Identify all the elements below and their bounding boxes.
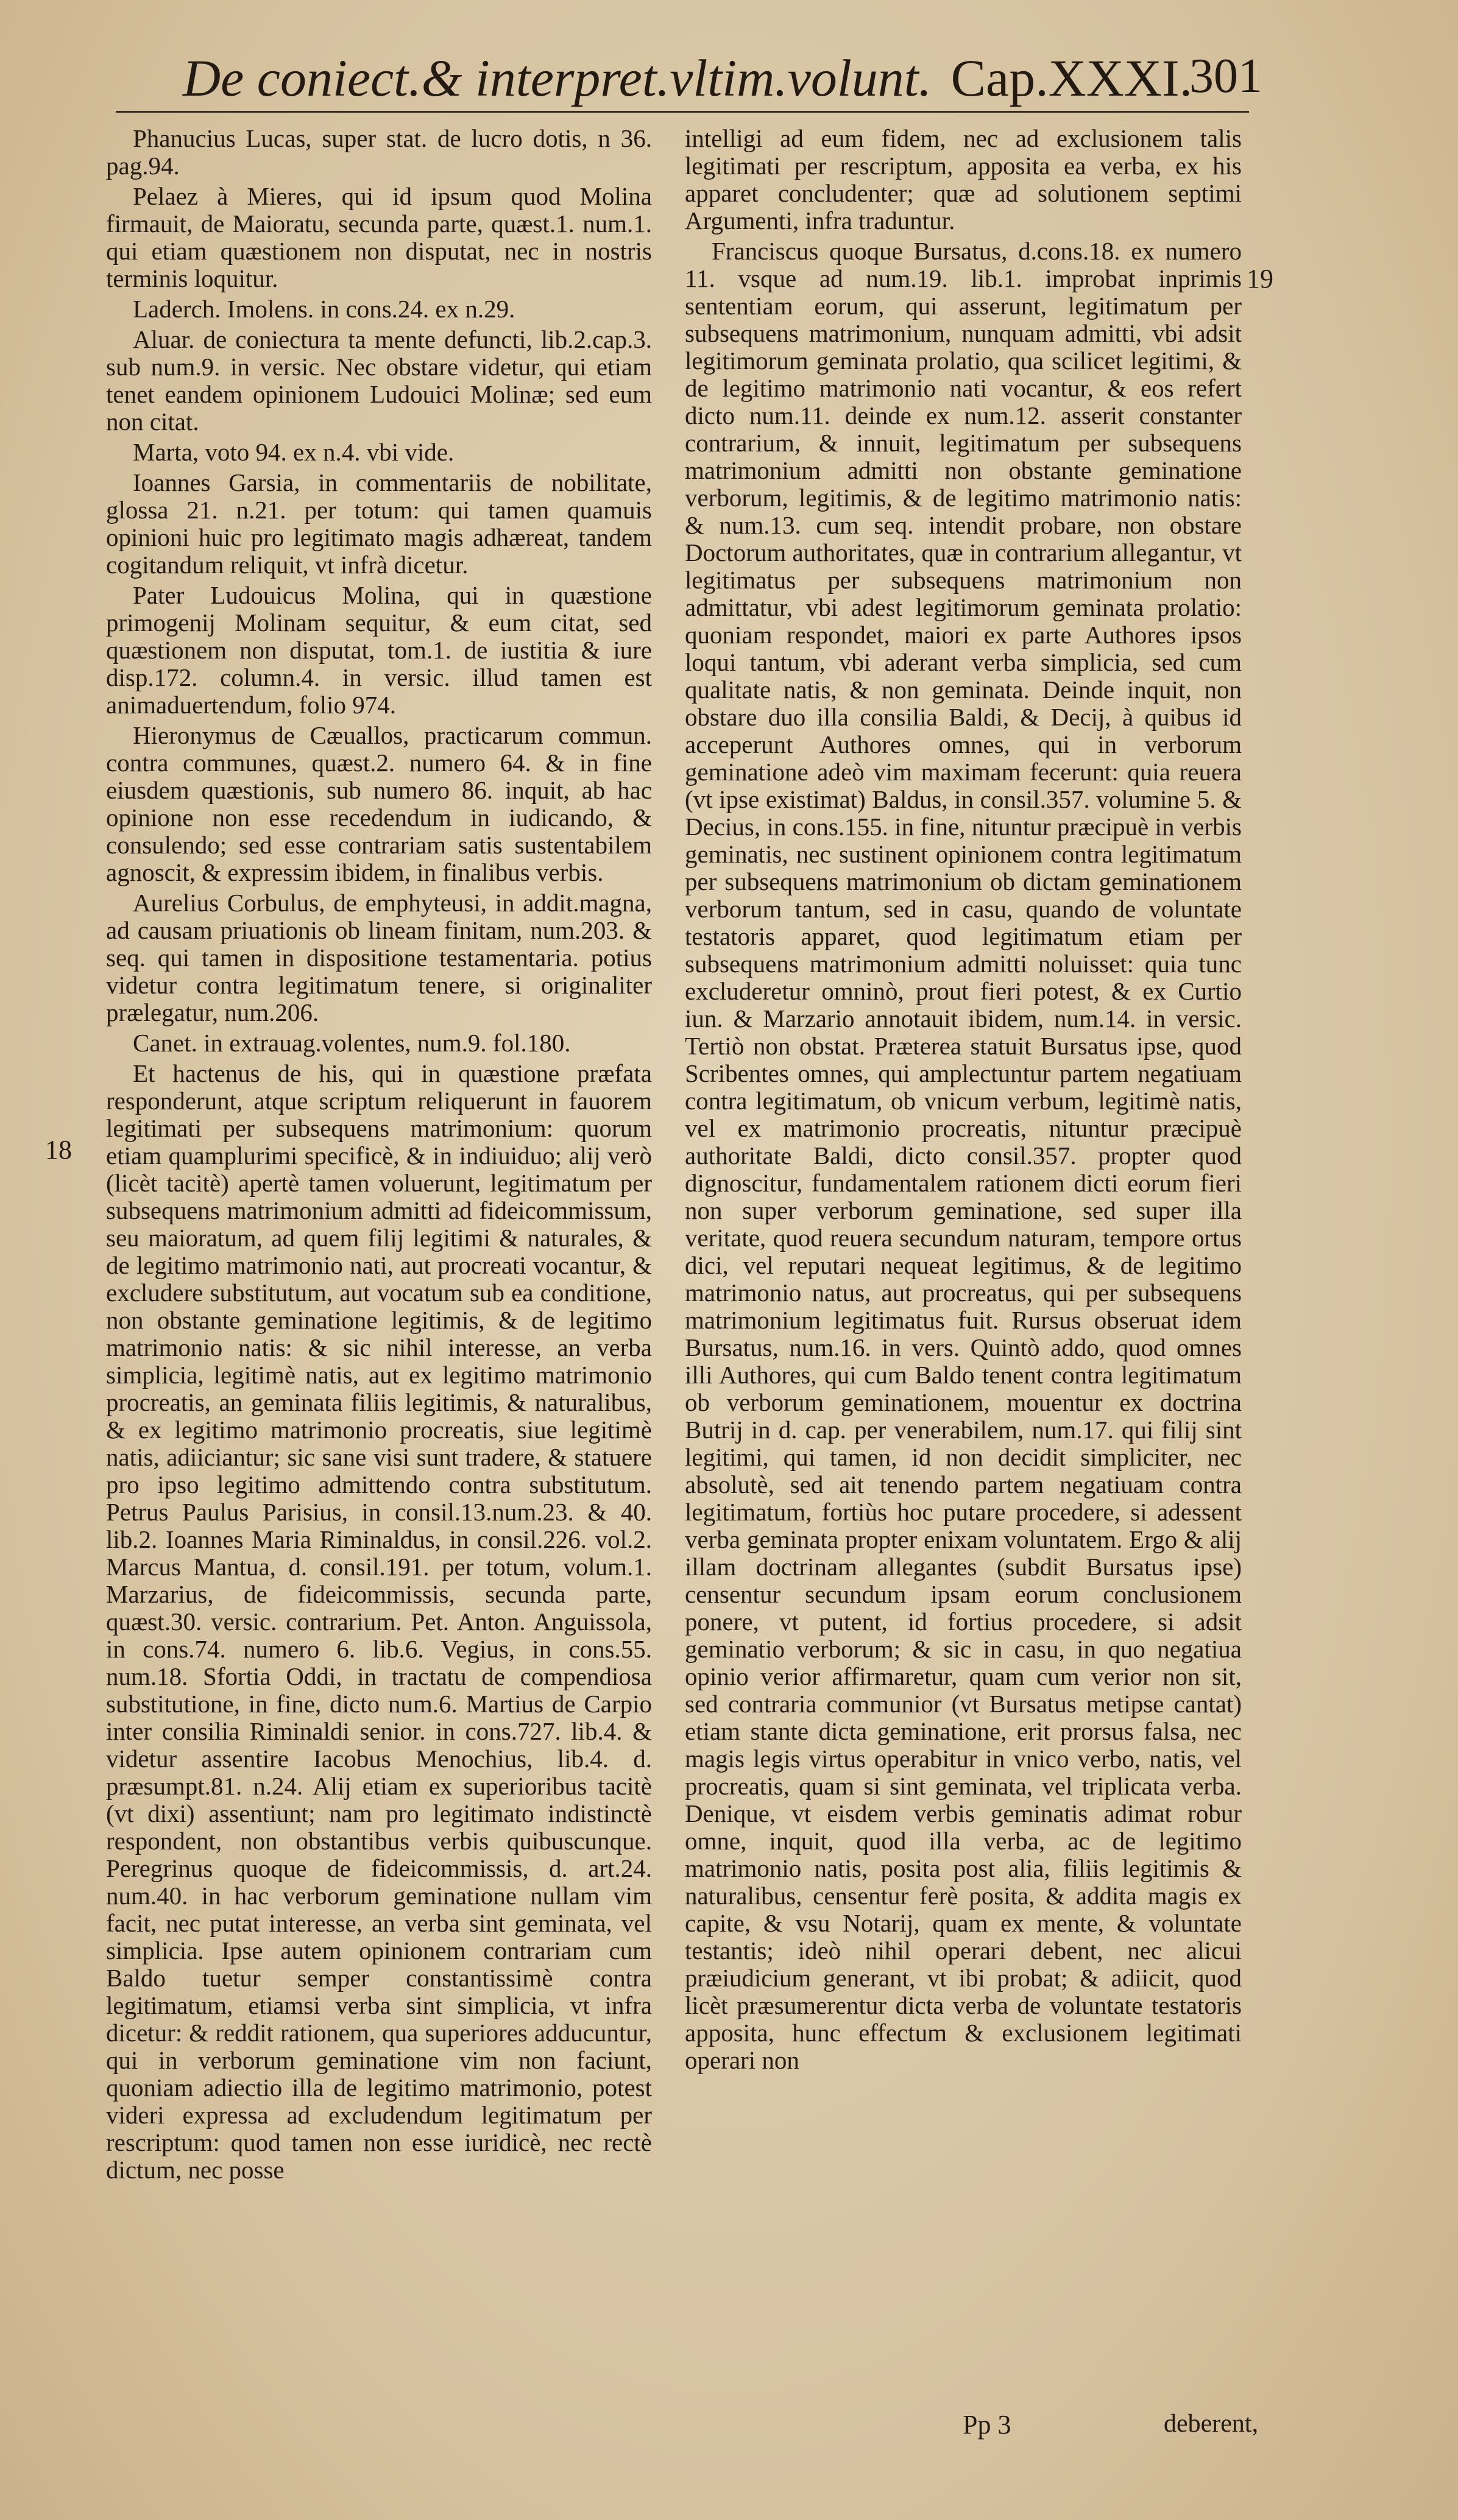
paragraph: Franciscus quoque Bursatus, d.cons.18. ex numero 11. vsque ad num.19. lib.1. improbat inprimis sententiam eorum, qui asserunt, legitimatum per subsequens matrimonium, nunquam admitti, vbi adsit legitimorum geminata prolatio, qua scilicet legitimi, & de legitimo matrimonio nati vocantur, & eos refert dicto num.11. deinde ex num.12. asserit constanter contrarium, & innuit, legitimatum per subsequens matrimonium admitti non obstante geminatione verborum, legitimis, & de legitimo matrimonio natis: & num.13. cum seq. intendit probare, non obstare Doctorum authoritates, quæ in contrarium allegantur, vt legitimatus per subsequens matrimonium non admittatur, vbi adest legitimorum geminata prolatio: quoniam respondet, maiori ex parte Authores ipsos loqui tantum, vbi aderant verba simplicia, sed cum qualitate natis, & non geminata. Deinde inquit, non obstare duo illa consilia Baldi, & Decij, à quibus id acceperunt Authores omnes, qui in verborum geminatione adeò vim maximam fecerunt: quia reuera (vt ipse existimat) Baldus, in consil.357. volumine 5. & Decius, in cons.155. in fine, nituntur præcipuè in verbis geminatis, nec sustinent opinionem contra legitimatum per subsequens matrimonium ob dictam geminationem verborum tantum, sed in casu, quando de voluntate testatoris apparet, quod legitimatum etiam per subsequens matrimonium admitti noluisset: quia tunc excluderetur omninò, prout fieri potest, & ex Curtio iun. & Marzario annotauit ibidem, num.14. in versic. Tertiò non obstat. Præterea statuit Bursatus ipse, quod Scribentes omnes, qui amplectuntur partem negatiuam contra legitimatum, ob vnicum verbum, legitimè natis, vel ex matrimonio procreatis, nituntur præcipuè authoritate Baldi, dicto consil.357. propter quod dignoscitur, fundamentalem rationem dicti eorum fieri non super verborum geminatione, sed super illa veritate, quod reuera secundum naturam, tempore ortus dici, vel reputari nequeat legitimus, & de legitimo matrimonio natus, aut procreatus, qui per subsequens matrimonium legitimatus fuit. Rursus obseruat idem Bursatus, num.16. in vers. Quintò addo, quod omnes illi Authores, qui cum Baldo tenent contra legitimatum ob verborum geminationem, mouentur ex doctrina Butrij in d. cap. per venerabilem, num.17. qui filij sint legitimi, qui tamen, id non decidit simpliciter, nec absolutè, sed ait tenendo partem negatiuam contra legitimatum, fortiùs hoc putare procedere, si adessent verba geminata propter enixam voluntatem. Ergo & alij illam doctrinam allegantes (subdit Bursatus ipse) censentur secundum ipsam eorum conclusionem ponere, vt putent, id fortius procedere, si adsit geminatio verborum; & sic in casu, in quo negatiua opinio verior affirmaretur, quam cum verior non sit, sed contraria communior (vt Bursatus metipse cantat) etiam stante dicta geminatione, erit prorsus falsa, nec magis legis virtus operabitur in vnico verbo, natis, vel procreatis, quam si sint geminata, vel triplicata verba. Denique, vt eisdem verbis geminatis adimat robur omne, inquit, quod illa verba, ac de legitimo matrimonio natis, posita post alia, filiis legitimis & naturalibus, censentur ferè posita, & addita magis ex capite, & vsu Notarij, quam ex mente, & voluntate testantis; ideò nihil operari debent, nec alicui præiudicium generant, vt ibi probat; & adiicit, quod licèt præsumerentur dicta verba de voluntate testatoris apposita, hunc effectum & exclusionem legitimati operari non	[685, 237, 1242, 2074]
paragraph: Canet. in extrauag.volentes, num.9. fol.180.	[133, 1029, 571, 1057]
paragraph: intelligi ad eum fidem, nec ad exclusionem talis legitimati per rescriptum, apposita ea verba, ex his apparet concludenter; quæ ad solutionem septimi Argumenti, infra traduntur.	[685, 124, 1242, 235]
margin-number-19: 19	[1247, 264, 1273, 294]
paragraph: Et hactenus de his, qui in quæstione præfata responderunt, atque scriptum reliquerunt in fauorem legitimati per subsequens matrimonium: quorum etiam quamplurimi specificè, & in indiuiduo; alij verò (licèt tacitè) apertè tamen voluerunt, legitimatum per subsequens matrimonium admitti ad fideicommissum, seu maioratum, ad quem filij legitimi & naturales, & de legitimo matrimonio nati, aut procreati vocantur, & excludere substitutum, aut vocatum sub ea conditione, non obstante geminatione legitimis, & de legitimo matrimonio natis: & sic nihil interesse, an verba simplicia, legitimè natis, aut ex legitimo matrimonio procreatis, an geminata filiis legitimis, & naturalibus, & ex legitimo matrimonio procreatis, siue legitimè natis, adiiciantur; sic sane visi sunt tradere, & statuere pro ipso legitimo admittendo contra substitutum. Petrus Paulus Parisius, in consil.13.num.23. & 40. lib.2. Ioannes Maria Riminaldus, in consil.226. vol.2. Marcus Mantua, d. consil.191. per totum, volum.1. Marzarius, de fideicommissis, secunda parte, quæst.30. versic. contrarium. Pet. Anton. Anguissola, in cons.74. numero 6. lib.6. Vegius, in cons.55. num.18. Sfortia Oddi, in tractatu de compendiosa substitutione, in fine, dicto num.6. Martius de Carpio inter consilia Riminaldi senior. in cons.727. lib.4. & videtur assentire Iacobus Menochius, lib.4. d. præsumpt.81. n.24. Alij etiam ex superioribus tacitè (vt dixi) assentiunt; nam pro legitimato indistinctè respondent, non obstantibus verbis quibuscunque. Peregrinus quoque de fideicommissis, d. art.24. num.40. in hac verborum geminatione nullam vim facit, nec putat interesse, an verba sint geminata, vel simplicia. Ipse autem opinionem contrariam cum Baldo tuetur semper constantissimè contra legitimatum, etiamsi verba sint simplicia, vt infra dicetur: & reddit rationem, qua superiores adducuntur, qui in verborum geminatione vim non faciunt, quoniam adiectio illa de legitimo matrimonio, potest videri expressa ad excludendum legitimatum per rescriptum: quod tamen non esse iuridicè, nec rectè dictum, nec posse	[106, 1059, 652, 2184]
paragraph: Hieronymus de Cæuallos, practicarum commun. contra communes, quæst.2. numero 64. & in fine eiusdem quæstionis, sub numero 86. inquit, ab hac opinione non esse recedendum in iudicando, & consulendo; sed esse contrariam satis sustentabilem agnoscit, & expressim ibidem, in finalibus verbis.	[106, 721, 652, 886]
chapter-label: Cap.XXXI.	[950, 49, 1193, 107]
paragraph: Aurelius Corbulus, de emphyteusi, in addit.magna, ad causam priuationis ob lineam finitam, num.203. & seq. qui tamen in dispositione testamentaria. potius videtur contra legitimatum tenere, si originaliter prælegatur, num.206.	[106, 889, 652, 1026]
signature-mark: Pp 3	[963, 2410, 1011, 2440]
paragraph: Marta, voto 94. ex n.4. vbi vide.	[133, 438, 455, 466]
paragraph: Pater Ludouicus Molina, qui in quæstione primogenij Molinam sequitur, & eum citat, sed quæstionem non disputat, tom.1. de iustitia & iure disp.172. column.4. in versic. illud tamen est animaduertendum, folio 974.	[106, 581, 652, 719]
paragraph: Pelaez à Mieres, qui id ipsum quod Molina firmauit, de Maioratu, secunda parte, quæst.1. num.1. qui etiam quæstionem non disputat, nec in nostris terminis loquitur.	[106, 182, 652, 292]
paragraph: Aluar. de coniectura ta mente defuncti, lib.2.cap.3. sub num.9. in versic. Nec obstare videtur, qui etiam tenet eandem opinionem Ludouici Molinæ; sed eum non citat.	[106, 325, 652, 436]
left-column	[106, 125, 652, 2187]
header-rule	[116, 111, 1249, 113]
paragraph: Ioannes Garsia, in commentariis de nobilitate, glossa 21. n.21. per totum: qui tamen quamuis opinioni huic pro legitimato magis adhæreat, tandem cogitandum reliquit, vt infrà dicetur.	[106, 468, 652, 579]
paragraph: Phanucius Lucas, super stat. de lucro dotis, n 36. pag.94.	[106, 124, 652, 180]
running-header	[183, 48, 1262, 115]
page-number: 301	[1189, 49, 1262, 103]
margin-number-18: 18	[45, 1135, 72, 1165]
paragraph: Laderch. Imolens. in cons.24. ex n.29.	[133, 295, 515, 323]
right-column	[685, 125, 1242, 2077]
catchword: deberent,	[1164, 2410, 1259, 2438]
running-title: De coniect.& interpret.vltim.volunt.	[183, 49, 932, 107]
